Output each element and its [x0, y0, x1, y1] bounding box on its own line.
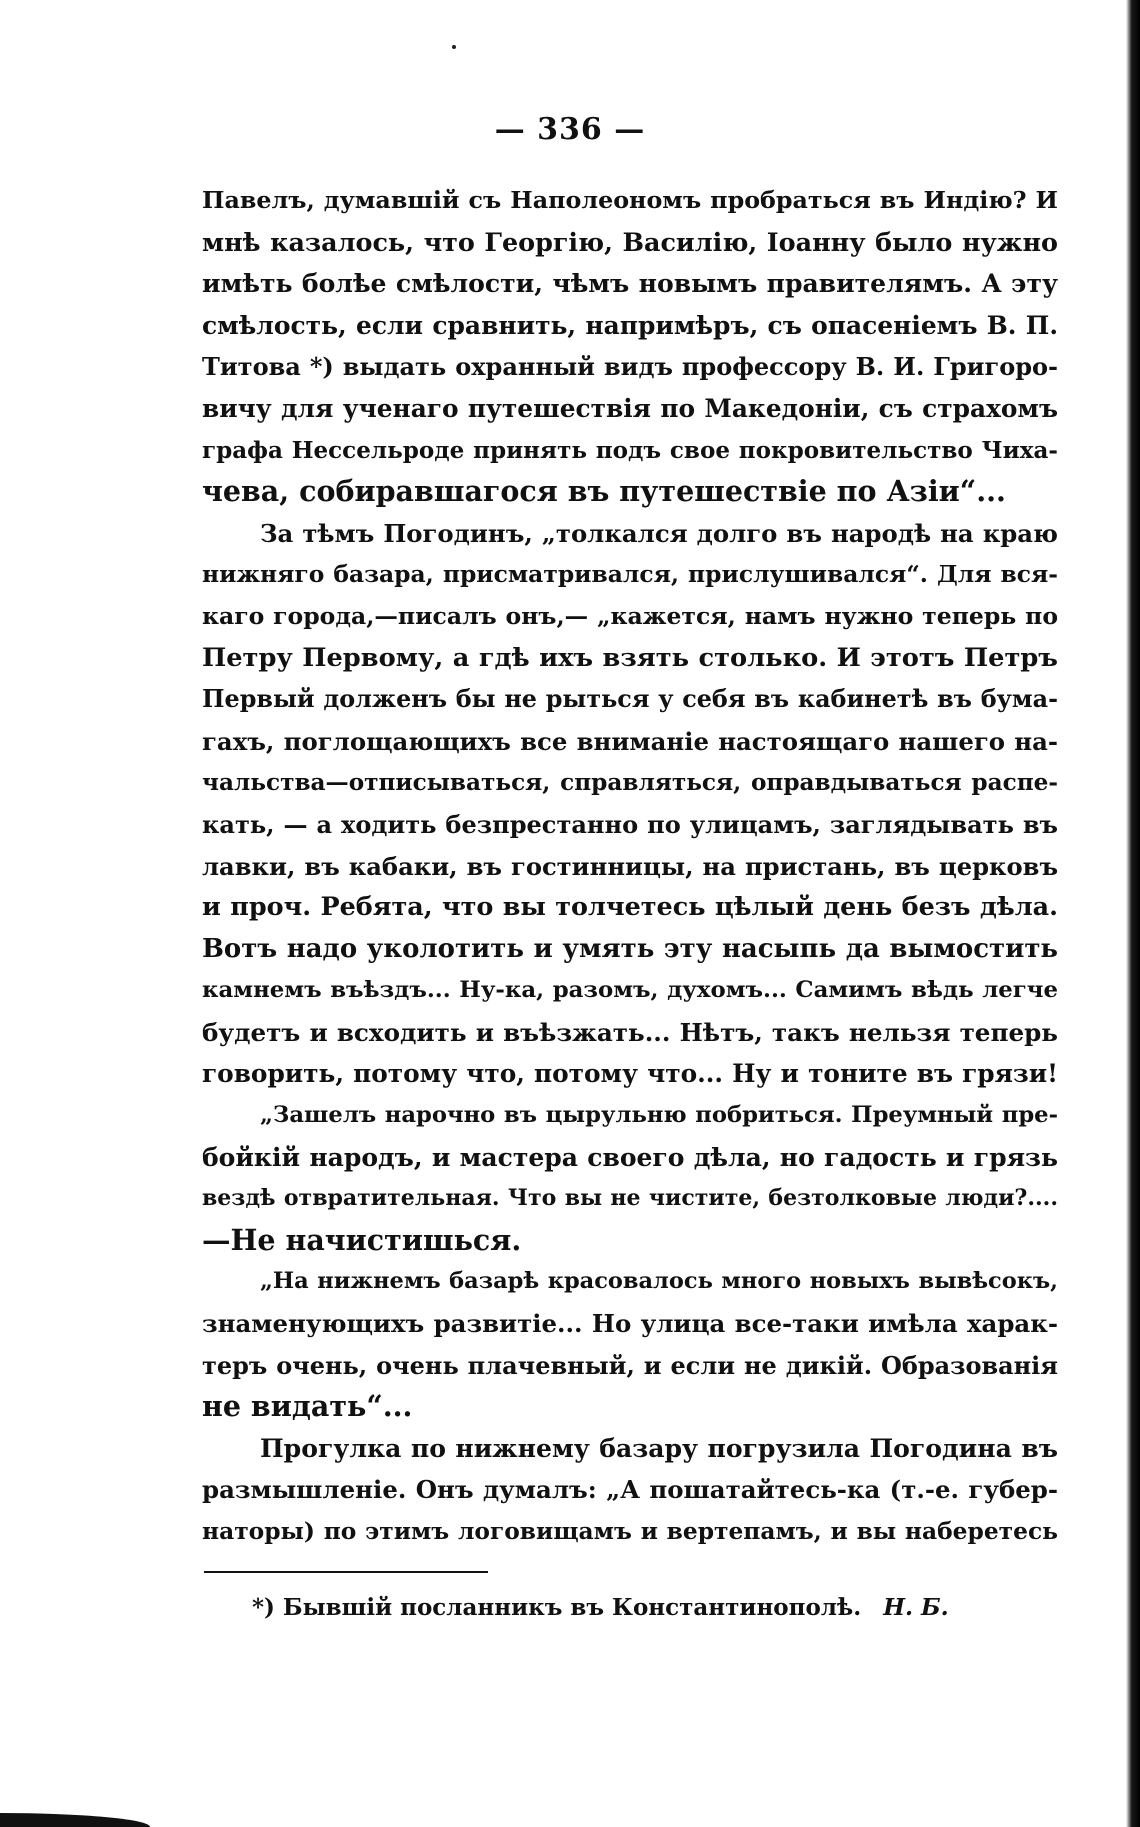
text-line: гахъ, поглощающихъ все вниманіе настоящаго нашего на- — [202, 726, 1058, 756]
text-line: За тѣмъ Погодинъ, „толкался долго въ народѣ на краю — [260, 518, 1058, 548]
text-line: размышленіе. Онъ думалъ: „А пошатайтесь-ка (т.-е. губер- — [202, 1475, 1058, 1505]
text-line: Прогулка по нижнему базару погрузила Погодина въ — [260, 1432, 1058, 1463]
text-line: чальства—отписываться, справляться, оправдываться распе- — [202, 769, 1058, 797]
text-line: —Не начистишься. — [202, 1222, 522, 1257]
footnote-text: *) Бывшій посланникъ въ Константинополѣ. — [252, 1594, 862, 1621]
footnote-signature: Н. Б. — [883, 1594, 949, 1621]
footnote — [252, 1594, 949, 1621]
text-line: чева, собиравшагося въ путешествіе по Азіи“... — [202, 474, 1006, 509]
text-line: и проч. Ребята, что вы толчетесь цѣлый день безъ дѣла. — [202, 892, 1058, 923]
text-line: теръ очень, очень плачевный, и если не дикій. Образованія — [202, 1350, 1058, 1380]
footnote-rule — [204, 1571, 488, 1573]
text-line: Титова *) выдать охранный видъ профессору В. И. Григоро- — [202, 352, 1058, 382]
text-line: Павелъ, думавшій съ Наполеономъ пробраться въ Индію? И — [202, 186, 1058, 214]
text-line: Первый долженъ бы не рыться у себя въ кабинетѣ въ бума- — [202, 685, 1058, 714]
text-line: бойкій народъ, и мастера своего дѣла, но гадость и грязь — [202, 1141, 1058, 1172]
text-line: графа Нессельроде принять подъ свое покровительство Чиха- — [202, 436, 1058, 464]
text-line: наторы) по этимъ логовищамъ и вертепамъ, и вы наберетесь — [202, 1517, 1058, 1545]
text-line: смѣлость, если сравнить, напримѣръ, съ опасеніемъ В. П. — [202, 310, 1058, 340]
text-line: Петру Первому, а гдѣ ихъ взять столько. И этотъ Петръ — [202, 642, 1058, 673]
text-line: лавки, въ кабаки, въ гостинницы, на пристань, въ церковъ — [202, 851, 1058, 881]
text-line: камнемъ въѣздъ... Ну-ка, разомъ, духомъ... Самимъ вѣдь легче — [202, 977, 1058, 1004]
text-line: вездѣ отвратительная. Что вы не чистите, безтолковые люди?.... — [202, 1185, 1058, 1212]
text-line: „На нижнемъ базарѣ красовалось много новыхъ вывѣсокъ, — [260, 1268, 1058, 1295]
text-line: имѣть болѣе смѣлости, чѣмъ новымъ правителямъ. А эту — [202, 268, 1058, 299]
text-line: „Зашелъ нарочно въ цырульню побриться. Преумный пре- — [260, 1102, 1058, 1129]
text-line: говорить, потому что, потому что... Ну и тоните въ грязи! — [202, 1059, 1058, 1089]
ink-speck — [452, 45, 456, 49]
body-text — [202, 180, 1058, 1553]
page-number: — 336 — — [494, 112, 646, 147]
text-line: Вотъ надо уколотить и умять эту насыпь да вымостить — [202, 933, 1058, 964]
text-line: не видать“... — [202, 1389, 413, 1424]
text-line: каго города,—писалъ онъ,— „кажется, намъ нужно теперь по — [202, 601, 1058, 630]
text-line: нижняго базара, присматривался, прислушивался“. Для вся- — [202, 560, 1058, 589]
page-edge-shadow — [1126, 0, 1140, 1827]
text-line: вичу для ученаго путешествія по Македоніи, съ страхомъ — [202, 393, 1058, 423]
corner-blot — [0, 1813, 150, 1827]
text-line: знаменующихъ развитіе... Но улица все-таки имѣла харак- — [202, 1309, 1058, 1339]
text-line: кать, — а ходить безпрестанно по улицамъ, заглядывать въ — [202, 809, 1058, 839]
text-line: будетъ и всходить и въѣзжать... Нѣтъ, такъ нельзя теперь — [202, 1017, 1058, 1047]
text-line: мнѣ казалось, что Георгію, Василію, Іоанну было нужно — [202, 226, 1058, 257]
